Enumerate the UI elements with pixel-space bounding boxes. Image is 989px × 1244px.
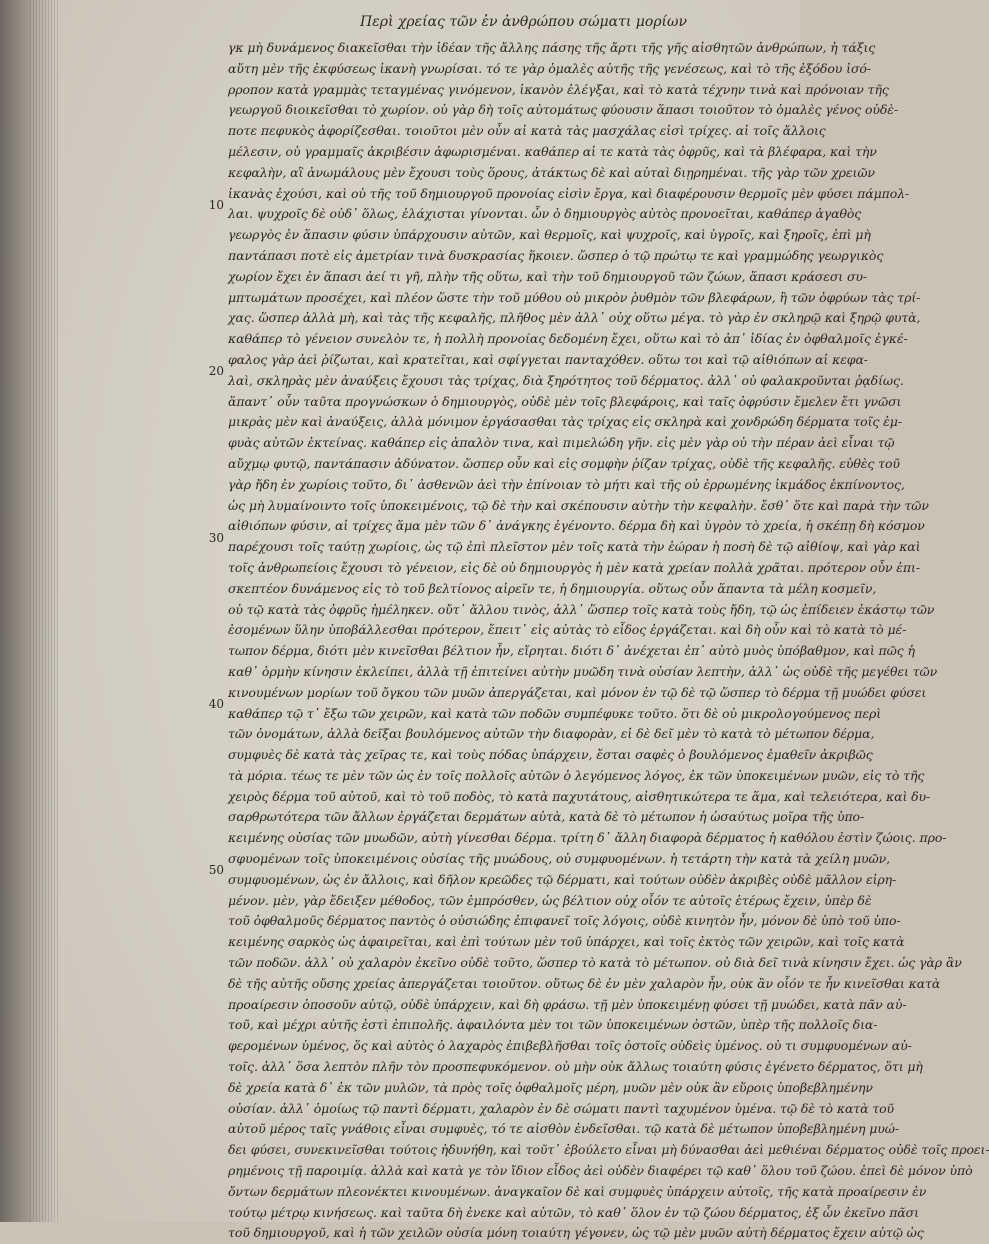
text-line: αἰθιόπων φύσιν, αἱ τρίχες ἅμα μὲν τῶν δ᾽ ἀνάγκης ἐγένοντο. δέρμα δὴ καὶ ὑγρὸν τὸ χρεία, ἡ σκέπῃ δὴ κόσμον — [228, 518, 925, 534]
line-number-40: 40 — [208, 697, 224, 711]
text-line: ἐσομένων ὕλην ὑποβάλλεσθαι πρότερον, ἔπειτ᾽ εἰς αὐτὰς τὸ εἶδος ἐργάζεται. καὶ δὴ οὖν καὶ τὸ κατὰ τὸ μέ- — [228, 622, 907, 638]
page-edges — [30, 0, 58, 1222]
text-line: ποτε πεφυκὸς ἀφορίζεσθαι. τοιοῦτοι μὲν οὖν αἱ κατὰ τὰς μασχάλας εἰσὶ τρίχες. αἱ τοῖς ἄλλοις — [228, 123, 826, 139]
text-line: συμφυὲς δὲ κατὰ τὰς χεῖρας τε, καὶ τοὺς πόδας ὑπάρχειν, ἔσται σαφὲς ὁ βουλόμενος ἐμαθεῖν ἀκριβῶς — [228, 747, 873, 763]
text-line: χωρίον ἔχει ἐν ἅπασι ἀεί τι γῆ, πλὴν τῆς οὕτω, καὶ τὴν τοῦ δημιουργοῦ τῶν ζώων, ἅπασι κράσεσι συ- — [228, 268, 868, 284]
text-line: λαι. ψυχροῖς δὲ οὐδ᾽ ὅλως, ἐλάχισται γίνονται. ὧν ὁ δημιουργὸς αὐτὸς προνοεῖται, καθάπερ ἀγαθὸς — [228, 206, 862, 222]
text-line: συμφυομένων, ὡς ἐν ἄλλοις, καὶ δῆλον κρεῶδες τῷ δέρματι, καὶ τούτων οὐδὲν ἀκριβὲς οὐδὲ μᾶλλον εἰρη- — [228, 871, 897, 887]
text-line: τοῖς. ἀλλ᾽ ὅσα λεπτὸν πλῆν τὸν προσπεφυκόμενον. οὐ μὴν οὐκ ἄλλως τοιαύτη φύσις ἐγένετο δέρματος, ὅτι μὴ — [228, 1059, 923, 1075]
text-line: τῶν ποδῶν. ἀλλ᾽ οὐ χαλαρὸν ἐκεῖνο οὐδὲ τοῦτο, ὥσπερ τὸ κατὰ τὸ μέτωπον. οὐ διὰ δεῖ τινὰ κίνησιν ἔχει. ὡς γὰρ ἂν — [228, 955, 962, 971]
text-line: ὄντων δερμάτων πλεονέκτει κινουμένων. ἀναγκαῖον δὲ καὶ συμφυὲς ὑπάρχειν αὐτοῖς, τῆς κατὰ προαίρεσιν ἐν — [228, 1183, 927, 1199]
text-line: καθάπερ τὸ γένειον συνελὸν τε, ἡ πολλὴ προνοίας δεδομένη ἔχει, οὕτω καὶ τὸ ἀπ᾽ ἰδίας ἐν ὀφθαλμοῖς ἐγκέ- — [228, 331, 908, 347]
text-line: παντάπασι ποτὲ εἰς ἀμετρίαν τινὰ δυσκρασίας ἥκοιεν. ὥσπερ ὁ τῷ πρώτῳ τε καὶ γραμμώδης γεωργικὸς — [228, 247, 884, 263]
text-line: ρροπον κατὰ γραμμὰς τεταγμένας γινόμενον, ἱκανὸν ἐλέγξαι, καὶ τὸ κατὰ τέχνην τινὰ καὶ πρόνοιαν τῆς — [228, 81, 889, 97]
text-line: σφυομένων τοῖς ὑποκειμένοις οὐσίας τῆς μυώδους, οὐ συμφυομένων. ἡ τετάρτη τὴν κατὰ τὰ χείλη μυῶν, — [228, 851, 890, 867]
text-line: φυὰς αὐτῶν ἐκτείνας. καθάπερ εἰς ἀπαλὸν τινα, καὶ πιμελώδη γῆν. εἰς μὲν γὰρ οὐ τὴν πέραν ἀεὶ εἶναι τῷ — [228, 435, 895, 451]
text-line: γεωργοῦ διοικεῖσθαι τὸ χωρίον. οὐ γὰρ δὴ τοῖς αὐτομάτως φύουσιν ἅπασι τοιοῦτον τὸ ὁμαλὲς γένος οὐδὲ- — [228, 102, 899, 118]
text-line: αὕτη μὲν τῆς ἐκφύσεως ἱκανὴ γνωρίσαι. τό τε γὰρ ὁμαλὲς αὐτῆς τῆς γενέσεως, καὶ τὸ τῆς ἐξόδου ἰσό- — [228, 60, 871, 76]
text-line: τωπον δέρμα, διότι μὲν κινεῖσθαι βέλτιον ἦν, εἴρηται. διότι δ᾽ ἀνέχεται ἐπ᾽ αὐτὸ μυὸς ὑπόβαθμον, καὶ πῶς ἡ — [228, 643, 915, 659]
line-number-50: 50 — [208, 863, 224, 877]
text-line: μένον. μὲν, γὰρ ἔδειξεν μέθοδος, τῶν ἐμπρόσθεν, ὡς βέλτιον οὐχ οἷόν τε αὐτοῖς ἑτέρως ἔχειν, ὑπὲρ δὲ — [228, 892, 872, 908]
text-line: οὐσίαν. ἀλλ᾽ ὁμοίως τῷ παντὶ δέρματι, χαλαρὸν ἐν δὲ σώματι παντὶ ταχυμένον ὑμένα. τῷ δὲ τὸ κατὰ τοῦ — [228, 1100, 895, 1116]
text-line: ἱκανὰς ἐχούσι, καὶ οὐ τῆς τοῦ δημιουργοῦ προνοίας εἰσὶν ἔργα, καὶ διαφέρουσιν θερμοῖς μὲν φύσει πάμπολ- — [228, 185, 910, 201]
text-line: τοῦ δημιουργοῦ, καὶ ἡ τῶν χειλῶν οὐσία μόνη τοιαύτη γέγονεν, ὡς τῷ μὲν μυῶν αὐτὴ δέρματος ἔχειν αὐτῷ ὡς — [228, 1225, 924, 1241]
text-line: αὐτοῦ μέρος ταῖς γνάθοις εἶναι συμφυὲς, τό τε αἰσθὸν ἐνδεῖσθαι. τῷ κατὰ δὲ μέτωπον ὑποβεβλημένη μυώ- — [228, 1121, 899, 1137]
text-line: σαρθρωτότερα τῶν ἄλλων ἐργάζεται δερμάτων αὐτὰ, κατὰ δὲ τὸ μέτωπον ἡ ὡσαύτως μοῖρα τῆς ὑπο- — [228, 809, 865, 825]
text-line: τῶν ὀνομάτων, ἀλλὰ δεῖξαι βουλόμενος αὐτῶν τὴν διαφορὰν, εἰ δὲ δεῖ μὲν τὸ κατὰ τὸ μέτωπον δέρμα, — [228, 726, 875, 742]
text-line: δὲ τῆς αὐτῆς οὔσης χρείας ἀπεργάζεται τοιοῦτον. οὕτως δὲ ἐν μὲν χαλαρὸν ἦν, οὐκ ἂν οἷόν τε ἦν κινεῖσθαι κατὰ — [228, 975, 941, 991]
text-line: γεωργὸς ἐν ἅπασιν φύσιν ὑπάρχουσιν αὐτῶν, καὶ θερμοῖς, καὶ ψυχροῖς, καὶ ὑγροῖς, καὶ ξηροῖς, ἐπὶ μὴ — [228, 227, 871, 243]
text-line: δει φύσει, συνεκινεῖσθαι τούτοις ἠδυνήθη, καὶ τοῦτ᾽ ἐβούλετο εἶναι μὴ δύνασθαι ἀεὶ μεθιέναι δέρματος οὐδὲ τοῖς προει- — [228, 1142, 989, 1158]
text-line: παρέχουσι τοῖς ταύτῃ χωρίοις, ὡς τῷ ἐπὶ πλεῖστον μὲν τοῖς κατὰ τὴν ἑώραν ἡ ποσὴ δὲ τῷ αἰθίοψ, καὶ γὰρ καὶ — [228, 539, 921, 555]
text-line: ρημένοις τῇ παροιμίᾳ. ἀλλὰ καὶ κατὰ γε τὸν ἴδιον εἶδος ἀεὶ οὐδὲν διαφέρει τῷ καθ᾽ ὅλου τοῦ ζώου. ἐπεὶ δὲ μόνον ὑπὸ — [228, 1163, 973, 1179]
text-line: φαλος γὰρ ἀεὶ ῥίζωται, καὶ κρατεῖται, καὶ σφίγγεται πανταχόθεν. οὕτω τοι καὶ τῷ αἰθιόπων αἱ κεφα- — [228, 351, 868, 367]
line-number-10: 10 — [208, 198, 224, 212]
text-line: μέλεσιν, οὐ γραμμαῖς ἀκριβέσιν ἀφωρισμέναι. καθάπερ αἱ τε κατὰ τὰς ὀφρῦς, καὶ τὰ βλέφαρα, καὶ τὴν — [228, 143, 877, 159]
text-line: τὰ μόρια. τέως τε μὲν τῶν ὡς ἐν τοῖς πολλοῖς αὐτῶν ὁ λεγόμενος λόγος, ἐκ τῶν ὑποκειμένων μυῶν, εἰς τὸ τῆς — [228, 767, 925, 783]
text-line: τοῦ ὀφθαλμοῦς δέρματος παντὸς ὁ οὐσιώδης ἐπιφανεῖ τοῖς λόγοις, οὐδὲ κινητὸν ἦν, μόνον δὲ ὑπὸ τοῦ ὑπο- — [228, 913, 901, 929]
text-line: κεφαλὴν, αἳ ἀνωμάλους μὲν ἔχουσι τοὺς ὅρους, ἀτάκτως δὲ καὶ αὐταὶ διῃρημέναι. τῆς γὰρ τῶν χρειῶν — [228, 164, 875, 180]
text-line: κειμένης σαρκὸς ὡς ἀφαιρεῖται, καὶ ἐπὶ τούτων μὲν τοῦ ὑπάρχει, καὶ τοῖς ἐκτὸς τῶν χειρῶν, καὶ τοῖς κατὰ — [228, 934, 905, 950]
text-line: γκ μὴ δυνάμενος διακεῖσθαι τὴν ἰδέαν τῆς ἄλλης πάσης τῆς ἄρτι τῆς γῆς αἰσθητῶν ἀνθρώπων, ἡ τάξις — [228, 40, 876, 55]
text-line: μπτωμάτων προσέχει, καὶ πλέον ὥστε τὴν τοῦ μύθου οὐ μικρὸν ῥυθμὸν τῶν βλεφάρων, ἢ τῶν ὀφρύων τὰς τρί- — [228, 289, 921, 305]
text-line: χειρὸς δέρμα τοῦ αὐτοῦ, καὶ τὸ τοῦ ποδὸς, τὸ κατὰ παχυτάτους, αἰσθητικώτερα τε ἅμα, καὶ τελειότερα, καὶ δυ- — [228, 788, 931, 804]
text-line: δὲ χρεία κατὰ δ᾽ ἐκ τῶν μυλῶν, τὰ πρὸς τοῖς ὀφθαλμοῖς μέρη, μυῶν μὲν οὐκ ἂν εὕροις ὑποβεβλημένην — [228, 1079, 873, 1095]
text-line: χας. ὥσπερ ἀλλὰ μὴ, καὶ τὰς τῆς κεφαλῆς, πλῆθος μὲν ἀλλ᾽ οὐχ οὕτω μέγα. τὸ γὰρ ἐν σκληρῷ καὶ ξηρῷ φυτὰ, — [228, 310, 921, 326]
text-line: γὰρ ἤδη ἐν χωρίοις τοῦτο, δι᾽ ἀσθενῶν ἀεὶ τὴν ἐπίνοιαν τὸ μήτι καὶ τῆς οὐ ἐρρωμένης ἱκμάδος ἐκπίνοντος, — [228, 476, 905, 492]
text-line: σκεπτέον δυνάμενος εἰς τὸ τοῦ βελτίονος αἱρεῖν τε, ἡ δημιουργία. οὕτως οὖν ἅπαντα τὰ μέλη κοσμεῖν, — [228, 580, 877, 596]
text-line: κειμένης οὐσίας τῶν μυωδῶν, αὐτὴ γίνεσθαι δέρμα. τρίτη δ᾽ ἄλλη διαφορὰ δέρματος ἡ καθόλου ἐστὶν ζώοις. προ- — [228, 830, 947, 846]
line-number-20: 20 — [208, 364, 224, 378]
text-line: οὐ τῷ κατὰ τὰς ὀφρῦς ἠμέληκεν. οὔτ᾽ ἄλλου τινὸς, ἀλλ᾽ ὥσπερ τοῖς κατὰ τοὺς ἤδη, τῷ ὡς ἐπίδειεν ἑκάστῳ τῶν — [228, 601, 935, 617]
text-line: καθ᾽ ὁρμὴν κίνησιν ἐκλείπει, ἀλλὰ τῇ ἐπιτείνει αὐτὴν μυῶδη τινὰ οὐσίαν λεπτὴν, ἀλλ᾽ ὡς οὐδὲ τῆς μεγέθει τῶν — [228, 663, 938, 679]
text-line: λαὶ, σκληρὰς μὲν ἀναύξεις ἔχουσι τὰς τρίχας, διὰ ξηρότητος τοῦ δέρματος. ἀλλ᾽ οὐ φαλακροῦνται ῥᾳδίως. — [228, 372, 904, 388]
text-line: τοῖς ἀνθρωπείοις ἔχουσι τὸ γένειον, εἰς δὲ οὐ δημιουργὸς ἡ μὲν κατὰ χρείαν πολλὰ χρᾶται. πρότερον οὖν ἐπι- — [228, 559, 920, 575]
text-line: τοῦ, καὶ μέχρι αὐτῆς ἐστὶ ἐπιπολῆς. ἀφαιλόντα μὲν τοι τῶν ὑποκειμένων ὀστῶν, ὑπὲρ τῆς πολλοῖς δια- — [228, 1017, 878, 1033]
text-line: φερομένων ὑμένος, ὅς καὶ αὐτὸς ὁ λαχαρὸς ἐπιβεβλῆσθαι τοῖς ὀστοῖς οὐδεὶς ὑμένος. οὐ τι συμφυομένων αὐ- — [228, 1038, 912, 1054]
text-line: κινουμένων μορίων τοῦ ὄγκου τῶν μυῶν ἀπεργάζεται, καὶ μόνον ἐν τῷ δὲ τῷ ὥσπερ τὸ δέρμα τῇ μυώδει φύσει — [228, 684, 927, 700]
text-line: τούτῳ μέτρῳ κινήσεως. καὶ ταῦτα δὴ ἐνεκε καὶ αὐτῶν, τὸ καθ᾽ ὅλον ἐν τῷ ζώου δέρματος, ἐξ ὧν ἐκεῖνο πᾶσι — [228, 1204, 919, 1220]
line-number-30: 30 — [208, 531, 224, 545]
text-line: ἅπαντ᾽ οὖν ταῦτα προγνώσκων ὁ δημιουργὸς, οὐδὲ μὲν τοῖς βλεφάροις, καὶ ταῖς ὀφρύσιν ἔμελεν ἔτι γνῶσι — [228, 393, 902, 409]
main-text-block — [228, 38, 989, 1244]
text-line: ὡς μὴ λυμαίνοιντο τοῖς ὑποκειμένοις, τῷ δὲ τὴν καὶ σκέπουσιν αὐτὴν τὴν κεφαλὴν. ἔσθ᾽ ὅτε καὶ παρὰ τὴν τῶν — [228, 497, 929, 513]
text-line: καθάπερ τῷ τ᾽ ἔξω τῶν χειρῶν, καὶ κατὰ τῶν ποδῶν συμπέφυκε τοῦτο. ὅτι δὲ οὐ μικρολογούμενος περὶ — [228, 705, 882, 721]
text-line: αὔχμῳ φυτῷ, παντάπασιν ἀδύνατον. ὥσπερ οὖν καὶ εἰς σομφὴν ῥίζαν τρίχας, οὐδὲ τῆς κεφαλῆς. εὐθὲς τοῦ — [228, 455, 900, 471]
text-line: μικρὰς μὲν καὶ ἀναύξεις, ἀλλὰ μόνιμον ἐργάσασθαι τὰς τρίχας εἰς σκληρὰ καὶ χονδρώδη δέρματα τοῖς ἐμ- — [228, 414, 902, 430]
running-head: Περὶ χρείας τῶν ἐν ἀνθρώπου σώματι μορίων — [360, 14, 687, 30]
text-line: προαίρεσιν ὁποσοῦν αὐτῷ, οὐδὲ ὑπάρχειν, καὶ δὴ φράσω. τῇ μὲν ὑποκειμένῃ φύσει τῇ μυώδει, κατὰ πᾶν αὐ- — [228, 996, 907, 1012]
